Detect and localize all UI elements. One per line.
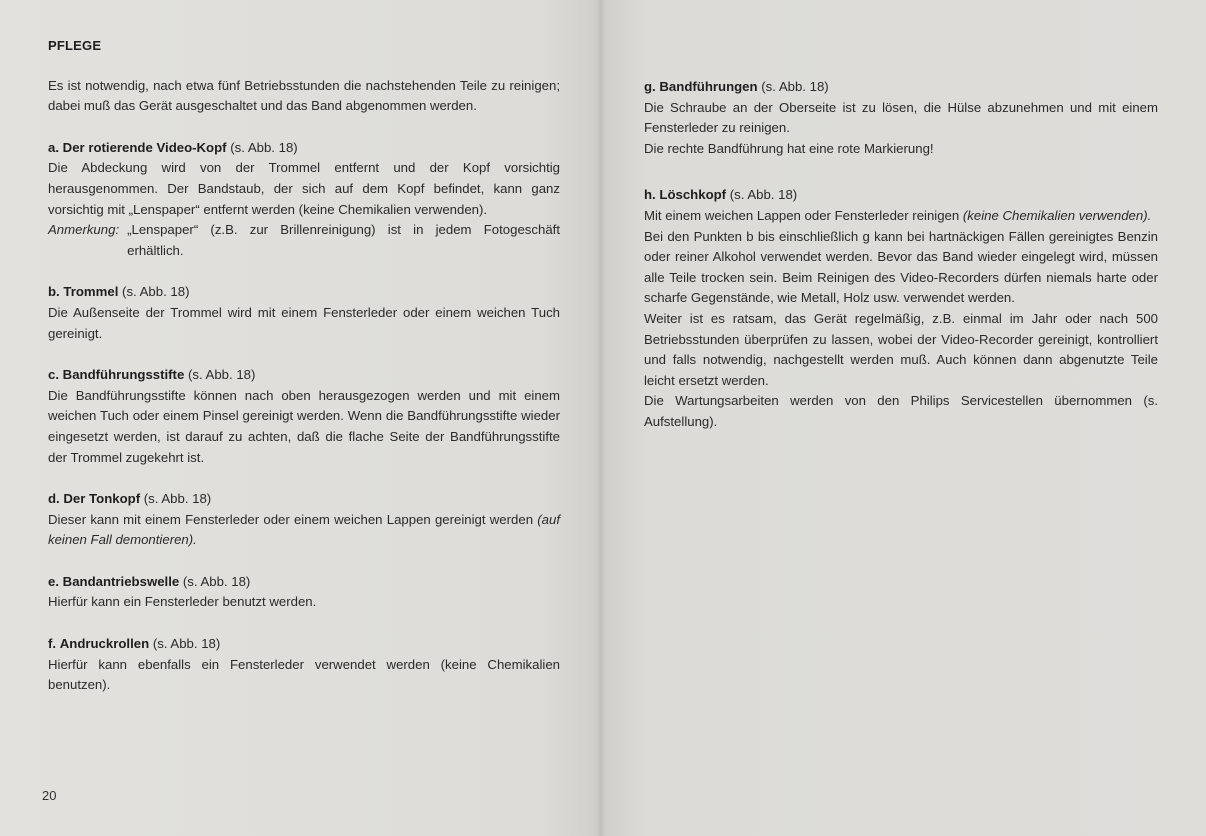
note-text: „Lenspaper“ (z.B. zur Brillenreinigung) ist in jedem Fotogeschäft erhältlich.	[127, 222, 560, 258]
section-body-italic: (auf keinen Fall demontieren).	[48, 511, 560, 548]
figure-reference: (s. Abb. 18)	[230, 139, 298, 155]
figure-reference: (s. Abb. 18)	[761, 79, 829, 94]
section-title	[48, 282, 560, 303]
section-letter: f.	[48, 636, 57, 652]
section-body: Die Außenseite der Trommel wird mit einem Fensterleder oder einem weichen Tuch gereinigt.	[48, 304, 560, 341]
section-title-text: Trommel	[63, 284, 119, 300]
intro-paragraph: Es ist notwendig, nach etwa fünf Betriebsstunden die nachstehenden Teile zu reinigen; dabei muß das Gerät ausgeschaltet und das Band abgenommen werden.	[48, 77, 560, 114]
section-body-text: Mit einem weichen Lappen oder Fensterleder reinigen	[644, 207, 960, 223]
figure-reference: (s. Abb. 18)	[143, 491, 212, 507]
figure-reference: (s. Abb. 18)	[182, 573, 251, 589]
section-title-text: Bandführungen	[659, 79, 758, 94]
figure-reference: (s. Abb. 18)	[122, 284, 190, 300]
section-c	[48, 365, 560, 468]
left-column	[48, 36, 560, 717]
section-title	[644, 77, 1158, 98]
section-body: Die Abdeckung wird von der Trommel entfernt und der Kopf vorsichtig herausgenommen. Der Bandstaub, der sich auf dem Kopf befindet, kann ganz vorsichtig mit „Lenspaper“ entfernt werden (keine Chemikalien verwenden).	[48, 160, 560, 217]
section-f	[48, 634, 560, 696]
section-g	[644, 77, 1158, 159]
section-body-note: Die rechte Bandführung hat eine rote Markierung!	[644, 140, 934, 156]
section-d	[48, 489, 560, 551]
section-body: Hierfür kann ebenfalls ein Fensterleder verwendet werden (keine Chemikalien benutzen).	[48, 656, 560, 693]
section-title	[48, 365, 560, 386]
section-body: Hierfür kann ein Fensterleder benutzt werden.	[48, 594, 317, 610]
figure-reference: (s. Abb. 18)	[152, 636, 221, 652]
section-h	[644, 185, 1158, 432]
right-page	[600, 0, 1206, 836]
section-b	[48, 282, 560, 344]
section-title-text: Der Tonkopf	[63, 491, 141, 507]
figure-reference: (s. Abb. 18)	[729, 187, 798, 203]
section-title-text: Bandführungsstifte	[62, 367, 185, 383]
section-body: Die Schraube an der Oberseite ist zu lösen, die Hülse abzunehmen und mit einem Fensterleder zu reinigen.	[644, 99, 1158, 136]
book-gutter	[596, 0, 606, 836]
section-title-text: Bandantriebswelle	[62, 573, 180, 589]
section-body: Die Bandführungsstifte können nach oben herausgezogen werden und mit einem weichen Tuch oder einem Pinsel gereinigt werden. Wenn die Bandführungsstifte wieder eingesetzt werden, ist darauf zu achten, daß die flache Seite der Bandführungsstifte der Trommel zugekehrt ist.	[48, 387, 560, 465]
section-letter: b.	[48, 284, 60, 300]
section-letter: c.	[48, 367, 59, 383]
section-letter: d.	[48, 491, 60, 507]
right-column	[644, 77, 1158, 454]
section-paragraph: Weiter ist es ratsam, das Gerät regelmäßig, z.B. einmal im Jahr oder nach 500 Betriebsstunden überprüfen zu lassen, wobei der Video-Recorder gereinigt, kontrolliert und falls notwendig, nachgestellt werden muß. Auch können dann abgenutzte Teile leicht ersetzt werden.	[644, 310, 1158, 388]
section-title-text: Andruckrollen	[59, 636, 150, 652]
section-letter: a.	[48, 139, 59, 155]
note	[48, 220, 560, 261]
section-paragraph: Die Wartungsarbeiten werden von den Philips Servicestellen übernommen (s. Aufstellung).	[644, 393, 1158, 429]
section-title	[48, 634, 560, 655]
page-heading: PFLEGE	[48, 38, 102, 53]
section-paragraph: Bei den Punkten b bis einschließlich g kann bei hartnäckigen Fällen gereinigtes Benzin oder reiner Alkohol verwendet werden. Bevor das Band wieder eingelegt wird, müssen alle Teile trocken sein. Beim Reinigen des Video-Recorders dürfen niemals harte oder scharfe Gegenstände, wie Metall, Holz usw. verwendet werden.	[644, 228, 1158, 306]
section-title	[48, 572, 560, 593]
note-label: Anmerkung:	[48, 222, 120, 238]
left-page	[0, 0, 600, 836]
section-title-text: Löschkopf	[659, 187, 727, 203]
section-title	[644, 185, 1158, 206]
figure-reference: (s. Abb. 18)	[187, 367, 256, 383]
section-body	[644, 206, 1158, 227]
section-a	[48, 138, 560, 262]
section-title-text: Der rotierende Video-Kopf	[62, 139, 227, 155]
page-number: 20	[42, 788, 57, 803]
section-title	[48, 138, 560, 159]
section-body-italic: (keine Chemikalien verwenden).	[962, 207, 1152, 223]
section-letter: g.	[644, 79, 656, 94]
section-letter: e.	[48, 573, 59, 589]
section-title	[48, 489, 560, 510]
section-letter: h.	[644, 187, 656, 203]
section-body-text: Dieser kann mit einem Fensterleder oder einem weichen Lappen gereinigt werden	[48, 511, 534, 527]
section-e	[48, 572, 560, 613]
section-body	[48, 510, 560, 551]
